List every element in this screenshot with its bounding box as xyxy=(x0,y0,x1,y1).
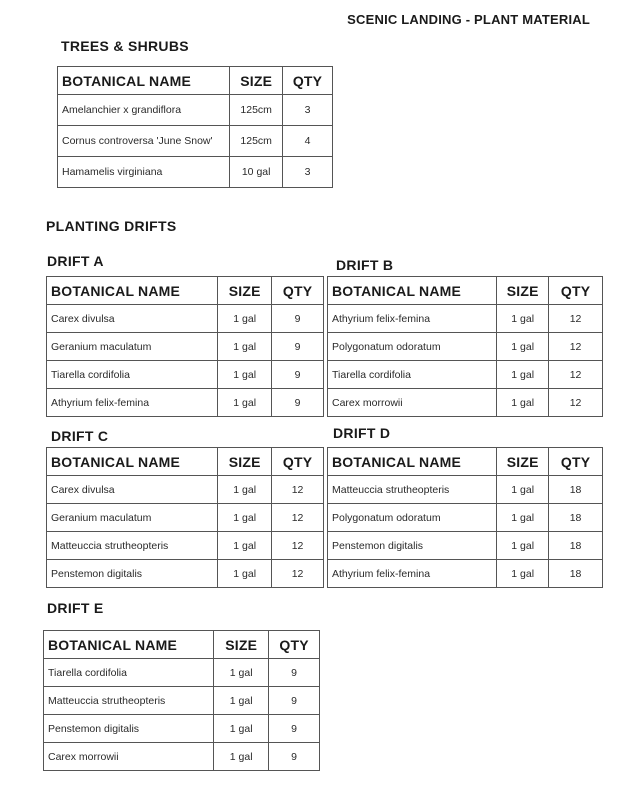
table-row xyxy=(47,389,324,417)
botanical-name-cell: Matteuccia strutheopteris xyxy=(328,476,497,504)
botanical-name-cell: Hamamelis virginiana xyxy=(58,157,230,188)
qty-cell: 9 xyxy=(269,715,320,743)
size-cell: 1 gal xyxy=(218,532,272,560)
qty-cell: 9 xyxy=(269,687,320,715)
qty-header: QTY xyxy=(269,631,320,659)
size-cell: 1 gal xyxy=(214,687,269,715)
size-cell: 1 gal xyxy=(497,389,549,417)
size-cell: 1 gal xyxy=(497,333,549,361)
document-title: SCENIC LANDING - PLANT MATERIAL xyxy=(347,12,590,27)
qty-cell: 9 xyxy=(269,743,320,771)
qty-cell: 18 xyxy=(549,560,603,588)
qty-cell: 12 xyxy=(549,305,603,333)
botanical-name-header: BOTANICAL NAME xyxy=(58,67,230,95)
qty-cell: 12 xyxy=(272,504,324,532)
size-cell: 1 gal xyxy=(218,476,272,504)
drift-c-table xyxy=(46,447,324,588)
qty-cell: 9 xyxy=(269,659,320,687)
botanical-name-cell: Matteuccia strutheopteris xyxy=(44,687,214,715)
botanical-name-cell: Athyrium felix-femina xyxy=(328,305,497,333)
botanical-name-header: BOTANICAL NAME xyxy=(47,277,218,305)
size-cell: 1 gal xyxy=(218,504,272,532)
qty-cell: 4 xyxy=(283,126,333,157)
drift-e-table xyxy=(43,630,320,771)
qty-cell: 18 xyxy=(549,476,603,504)
planting-drifts-heading: PLANTING DRIFTS xyxy=(46,218,177,234)
table-header-row xyxy=(47,277,324,305)
size-cell: 1 gal xyxy=(214,715,269,743)
botanical-name-cell: Carex divulsa xyxy=(47,305,218,333)
botanical-name-header: BOTANICAL NAME xyxy=(328,448,497,476)
qty-cell: 12 xyxy=(549,361,603,389)
size-cell: 1 gal xyxy=(497,504,549,532)
table-row xyxy=(44,743,320,771)
size-header: SIZE xyxy=(497,277,549,305)
trees-shrubs-heading: TREES & SHRUBS xyxy=(61,38,189,54)
size-cell: 1 gal xyxy=(214,743,269,771)
table-row xyxy=(47,560,324,588)
size-cell: 10 gal xyxy=(230,157,283,188)
table-row xyxy=(58,95,333,126)
size-cell: 1 gal xyxy=(497,361,549,389)
qty-cell: 3 xyxy=(283,157,333,188)
drift-b-heading: DRIFT B xyxy=(336,257,394,273)
botanical-name-header: BOTANICAL NAME xyxy=(44,631,214,659)
table-header-row xyxy=(44,631,320,659)
qty-cell: 9 xyxy=(272,333,324,361)
table-row xyxy=(44,687,320,715)
botanical-name-cell: Amelanchier x grandiflora xyxy=(58,95,230,126)
drift-a-table xyxy=(46,276,324,417)
table-row xyxy=(47,504,324,532)
botanical-name-cell: Geranium maculatum xyxy=(47,333,218,361)
size-cell: 1 gal xyxy=(497,532,549,560)
size-cell: 125cm xyxy=(230,126,283,157)
size-cell: 1 gal xyxy=(218,305,272,333)
size-header: SIZE xyxy=(230,67,283,95)
table-row xyxy=(328,361,603,389)
botanical-name-cell: Matteuccia strutheopteris xyxy=(47,532,218,560)
botanical-name-cell: Carex morrowii xyxy=(328,389,497,417)
qty-header: QTY xyxy=(549,277,603,305)
table-row xyxy=(44,715,320,743)
botanical-name-cell: Tiarella cordifolia xyxy=(328,361,497,389)
qty-cell: 3 xyxy=(283,95,333,126)
size-cell: 1 gal xyxy=(218,333,272,361)
drift-d-heading: DRIFT D xyxy=(333,425,391,441)
table-row xyxy=(328,476,603,504)
table-header-row xyxy=(328,448,603,476)
qty-cell: 12 xyxy=(549,333,603,361)
qty-cell: 9 xyxy=(272,361,324,389)
drift-a-heading: DRIFT A xyxy=(47,253,104,269)
qty-cell: 9 xyxy=(272,305,324,333)
table-row xyxy=(47,333,324,361)
botanical-name-cell: Penstemon digitalis xyxy=(328,532,497,560)
botanical-name-cell: Carex morrowii xyxy=(44,743,214,771)
size-cell: 1 gal xyxy=(497,305,549,333)
table-row xyxy=(47,476,324,504)
table-row xyxy=(328,532,603,560)
qty-cell: 12 xyxy=(272,476,324,504)
table-header-row xyxy=(58,67,333,95)
size-cell: 125cm xyxy=(230,95,283,126)
size-cell: 1 gal xyxy=(497,476,549,504)
size-header: SIZE xyxy=(497,448,549,476)
size-header: SIZE xyxy=(218,277,272,305)
size-header: SIZE xyxy=(214,631,269,659)
table-header-row xyxy=(47,448,324,476)
qty-cell: 12 xyxy=(549,389,603,417)
botanical-name-cell: Tiarella cordifolia xyxy=(47,361,218,389)
qty-header: QTY xyxy=(272,277,324,305)
size-cell: 1 gal xyxy=(218,560,272,588)
botanical-name-cell: Geranium maculatum xyxy=(47,504,218,532)
size-cell: 1 gal xyxy=(497,560,549,588)
qty-cell: 12 xyxy=(272,560,324,588)
botanical-name-header: BOTANICAL NAME xyxy=(328,277,497,305)
size-cell: 1 gal xyxy=(214,659,269,687)
qty-header: QTY xyxy=(283,67,333,95)
botanical-name-cell: Cornus controversa 'June Snow' xyxy=(58,126,230,157)
qty-header: QTY xyxy=(272,448,324,476)
table-header-row xyxy=(328,277,603,305)
table-row xyxy=(47,532,324,560)
botanical-name-cell: Polygonatum odoratum xyxy=(328,504,497,532)
botanical-name-header: BOTANICAL NAME xyxy=(47,448,218,476)
table-row xyxy=(44,659,320,687)
table-row xyxy=(47,361,324,389)
botanical-name-cell: Carex divulsa xyxy=(47,476,218,504)
botanical-name-cell: Athyrium felix-femina xyxy=(47,389,218,417)
table-row xyxy=(328,560,603,588)
qty-cell: 9 xyxy=(272,389,324,417)
drift-b-table xyxy=(327,276,603,417)
botanical-name-cell: Penstemon digitalis xyxy=(44,715,214,743)
table-row xyxy=(328,333,603,361)
qty-cell: 12 xyxy=(272,532,324,560)
table-row xyxy=(47,305,324,333)
drift-c-heading: DRIFT C xyxy=(51,428,109,444)
botanical-name-cell: Athyrium felix-femina xyxy=(328,560,497,588)
botanical-name-cell: Penstemon digitalis xyxy=(47,560,218,588)
qty-header: QTY xyxy=(549,448,603,476)
table-row xyxy=(58,157,333,188)
qty-cell: 18 xyxy=(549,504,603,532)
drift-d-table xyxy=(327,447,603,588)
size-cell: 1 gal xyxy=(218,389,272,417)
table-row xyxy=(58,126,333,157)
size-header: SIZE xyxy=(218,448,272,476)
botanical-name-cell: Tiarella cordifolia xyxy=(44,659,214,687)
table-row xyxy=(328,504,603,532)
size-cell: 1 gal xyxy=(218,361,272,389)
drift-e-heading: DRIFT E xyxy=(47,600,104,616)
table-row xyxy=(328,305,603,333)
trees-shrubs-table xyxy=(57,66,333,188)
botanical-name-cell: Polygonatum odoratum xyxy=(328,333,497,361)
table-row xyxy=(328,389,603,417)
qty-cell: 18 xyxy=(549,532,603,560)
